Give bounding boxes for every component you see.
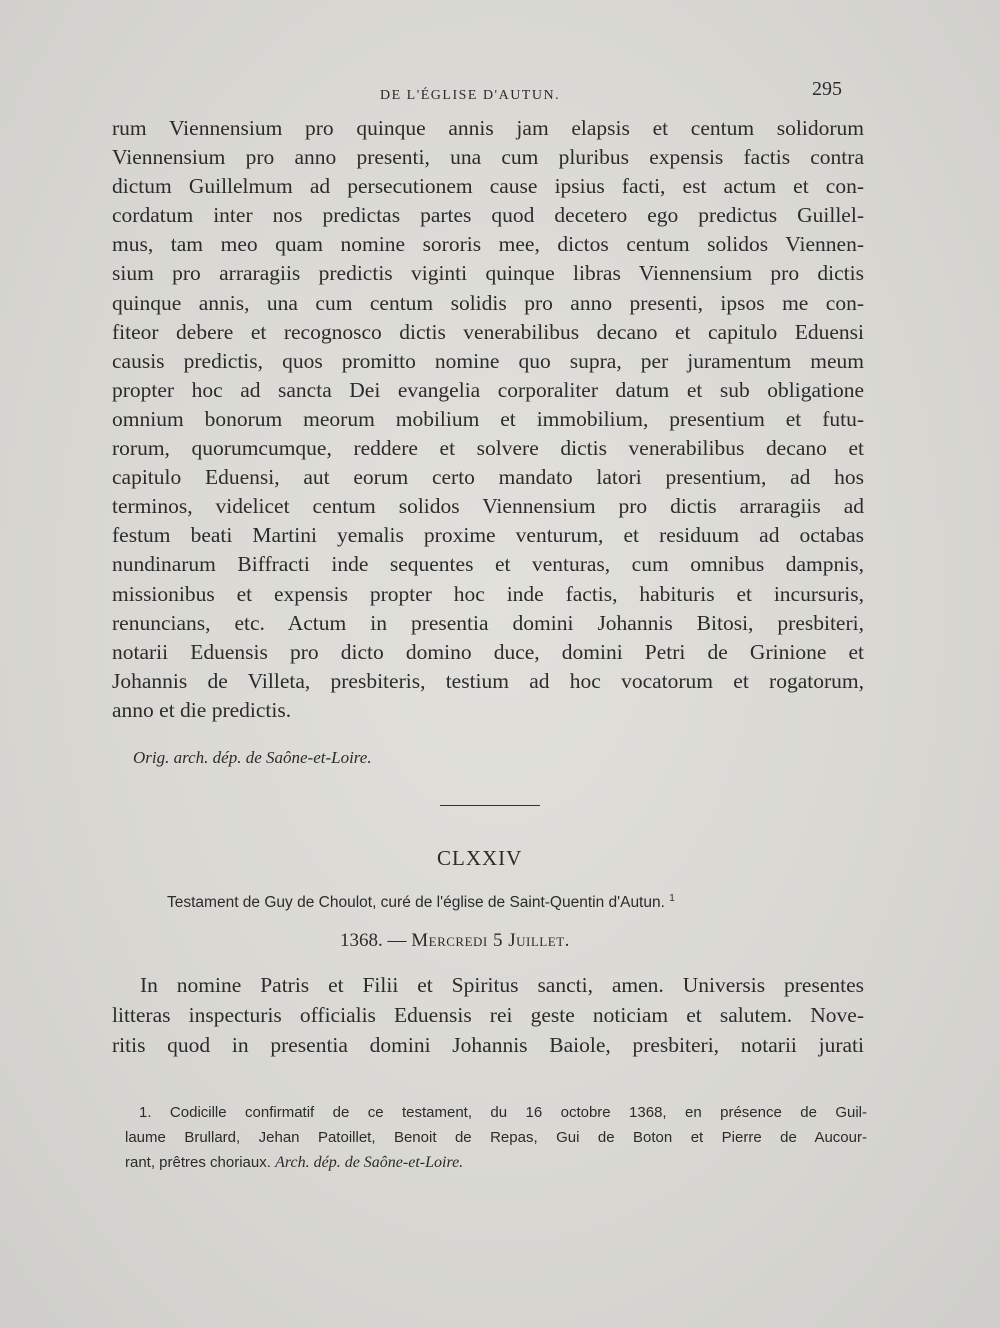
footnote-line: [125, 1150, 867, 1175]
document-title: [167, 893, 675, 912]
text-line: In nomine Patris et Filii et Spiritus sancti, amen. Universis presentes: [140, 973, 864, 997]
text-line: Viennensium pro anno presenti, una cum pluribus expensis factis contra: [112, 145, 864, 170]
date-year: 1368.: [340, 930, 383, 951]
footnote-line: laume Brullard, Jehan Patoillet, Benoit de Repas, Gui de Boton et Pierre de Aucour-: [125, 1129, 867, 1146]
section-divider: [440, 805, 540, 806]
date-day: Mercredi 5 Juillet.: [411, 930, 570, 951]
text-line: rum Viennensium pro quinque annis jam elapsis et centum solidorum: [112, 116, 864, 140]
text-line: nundinarum Biffracti inde sequentes et venturas, cum omnibus dampnis,: [112, 552, 864, 577]
footnote-source: Arch. dép. de Saône-et-Loire.: [275, 1154, 464, 1171]
text-line: rorum, quorumcumque, reddere et solvere dictis venerabilibus decano et: [112, 436, 864, 461]
text-line: omnium bonorum meorum mobilium et immobilium, presentium et futu-: [112, 406, 864, 431]
text-line: dictum Guillelmum ad persecutionem cause ipsius facti, est actum et con-: [112, 174, 864, 199]
text-line: litteras inspecturis officialis Eduensis rei geste noticiam et salutem. Nove-: [112, 1003, 864, 1027]
text-line: ritis quod in presentia domini Johannis Baiole, presbiteri, notarii jurati: [112, 1033, 864, 1057]
text-line: Johannis de Villeta, presbiteris, testium ad hoc vocatorum et rogatorum,: [112, 668, 864, 693]
text-line: capitulo Eduensi, aut eorum certo mandato latori presentium, ad hos: [112, 465, 864, 490]
text-line: festum beati Martini yemalis proxime venturum, et residuum ad octabas: [112, 523, 864, 548]
document-date: [340, 930, 570, 952]
footnote-marker: 1: [669, 893, 675, 904]
document-number: CLXXIV: [437, 846, 523, 870]
text-line: sium pro arraragiis predictis viginti quinque libras Viennensium pro dictis: [112, 261, 864, 286]
text-line: terminos, videlicet centum solidos Viennensium pro dictis arraragiis ad: [112, 494, 864, 519]
body-text: [112, 114, 864, 725]
text-line: fiteor debere et recognosco dictis venerabilibus decano et capitulo Eduensi: [112, 319, 864, 344]
text-line: propter hoc ad sancta Dei evangelia corporaliter datum et sub obligatione: [112, 377, 864, 402]
text-line: cordatum inter nos predictas partes quod decetero ego predictus Guillel-: [112, 203, 864, 228]
text-line: causis predictis, quos promitto nomine quo supra, per juramentum meum: [112, 348, 864, 373]
page-number: 295: [812, 78, 842, 100]
text-line: mus, tam meo quam nomine sororis mee, dictos centum solidos Viennen-: [112, 232, 864, 257]
text-line: notarii Eduensis pro dicto domino duce, domini Petri de Grinione et: [112, 639, 864, 664]
date-dash: —: [387, 930, 407, 951]
source-note: Orig. arch. dép. de Saône-et-Loire.: [133, 748, 372, 767]
document-text: [112, 970, 864, 1060]
text-line: quinque annis, una cum centum solidis pro anno presenti, ipsos me con-: [112, 290, 864, 315]
running-head: DE L'ÉGLISE D'AUTUN.: [380, 88, 561, 103]
text-line: missionibus et expensis propter hoc inde factis, habituris et incursuris,: [112, 581, 864, 606]
footnote: [125, 1100, 867, 1175]
footnote-text: rant, prêtres choriaux.: [125, 1154, 271, 1171]
text-line: anno et die predictis.: [112, 697, 292, 722]
document-title-text: Testament de Guy de Choulot, curé de l'église de Saint-Quentin d'Autun.: [167, 894, 665, 912]
text-line: renuncians, etc. Actum in presentia domini Johannis Bitosi, presbiteri,: [112, 610, 864, 635]
footnote-line: 1. Codicille confirmatif de ce testament, du 16 octobre 1368, en présence de Guil-: [139, 1104, 867, 1121]
